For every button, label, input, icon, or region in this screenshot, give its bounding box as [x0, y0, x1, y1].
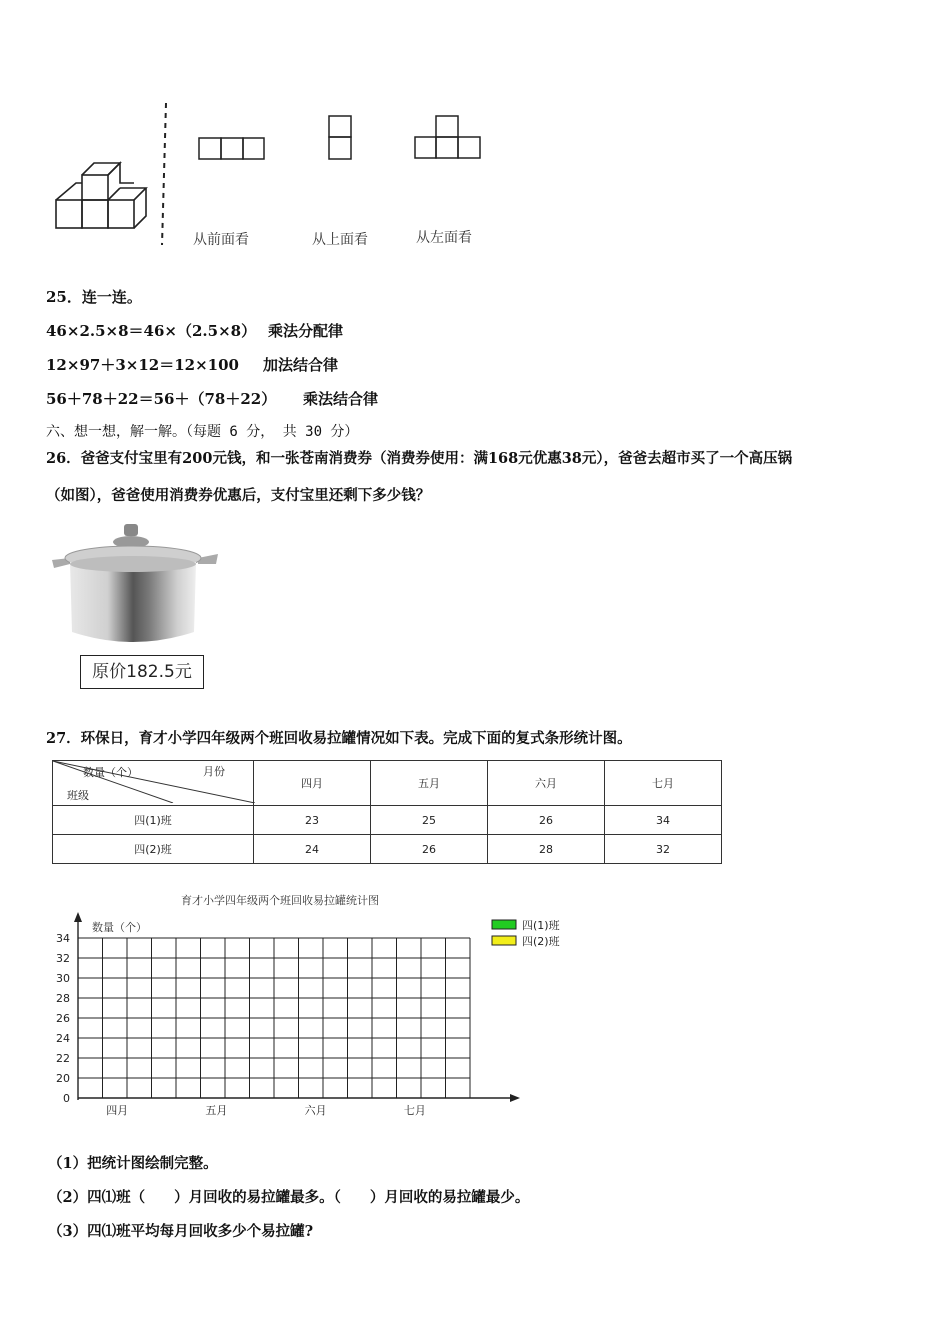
corner-quantity-label: 数量（个）: [83, 766, 138, 779]
y-tick-label: 20: [56, 1072, 70, 1085]
q25-expr-2: 12×97＋3×12＝12×100: [46, 356, 239, 374]
y-tick-label: 24: [56, 1032, 70, 1045]
y-tick-label: 26: [56, 1012, 70, 1025]
table-cell: 34: [605, 806, 722, 835]
front-view-shape: [199, 138, 264, 159]
top-view-shape: [329, 116, 351, 159]
table-header-month: 六月: [488, 761, 605, 806]
table-header-month: 七月: [605, 761, 722, 806]
legend-label: 四(2)班: [522, 935, 560, 948]
x-tick-label: 五月: [205, 1104, 228, 1117]
q25-law-2: 加法结合律: [263, 356, 339, 374]
table-cell: 32: [605, 835, 722, 864]
q25-title: 25．连一连。: [46, 288, 142, 306]
q27-title: 27．环保日，育才小学四年级两个班回收易拉罐情况如下表。完成下面的复式条形统计图。: [46, 730, 632, 747]
pressure-cooker-image: [50, 520, 220, 650]
q25-expr-1: 46×2.5×8＝46×（2.5×8）: [46, 322, 257, 340]
table-cell: 24: [254, 835, 371, 864]
table-cell: 25: [371, 806, 488, 835]
legend-label: 四(1)班: [522, 919, 560, 932]
q27-sub-1: （1）把统计图绘制完整。: [48, 1155, 218, 1172]
y-tick-label: 0: [63, 1092, 70, 1105]
y-tick-label: 30: [56, 972, 70, 985]
q25-law-1: 乘法分配律: [268, 322, 344, 340]
y-axis-arrow: [74, 912, 82, 922]
q25-law-3: 乘法结合律: [303, 390, 379, 408]
q27-sub-2: （2）四⑴班（ ）月回收的易拉罐最多。（ ）月回收的易拉罐最少。: [48, 1189, 530, 1206]
table-row-class: 四(1)班: [53, 806, 254, 835]
q26-line-2: （如图），爸爸使用消费券优惠后，支付宝里还剩下多少钱？: [46, 487, 431, 504]
table-cell: 26: [371, 835, 488, 864]
y-tick-label: 32: [56, 952, 70, 965]
recycling-data-table: [52, 760, 722, 864]
table-cell: 23: [254, 806, 371, 835]
section6-title: 六、想一想，解一解。（每题 6 分， 共 30 分）: [46, 424, 359, 440]
corner-class-label: 班级: [67, 789, 89, 802]
bar-chart: [40, 888, 600, 1123]
table-row: [53, 806, 722, 835]
q27-sub-3: （3）四⑴班平均每月回收多少个易拉罐?: [48, 1223, 314, 1240]
left-view-shape: [415, 116, 480, 158]
table-row: [53, 835, 722, 864]
y-tick-label: 22: [56, 1052, 70, 1065]
corner-month-label: 月份: [203, 765, 225, 778]
x-tick-label: 六月: [304, 1104, 327, 1117]
top-view-label: 从上面看: [312, 232, 368, 248]
legend-swatch: [492, 920, 516, 929]
price-tag: 原价182.5元: [80, 655, 204, 689]
cube-3d-figure: [56, 163, 146, 228]
divider-dashed-line: [162, 103, 166, 245]
q25-expr-3: 56＋78＋22＝56＋（78＋22）: [46, 390, 277, 408]
table-header-month: 五月: [371, 761, 488, 806]
q26-line-1: 26．爸爸支付宝里有200元钱，和一张苍南消费券（消费券使用：满168元优惠38元），爸爸去超市买了一个高压锅: [46, 450, 793, 467]
table-header-month: 四月: [254, 761, 371, 806]
table-cell: 26: [488, 806, 605, 835]
table-cell: 28: [488, 835, 605, 864]
chart-title: 育才小学四年级两个班回收易拉罐统计图: [181, 894, 379, 907]
legend-swatch: [492, 936, 516, 945]
x-tick-label: 四月: [106, 1104, 129, 1117]
table-corner-cell: [53, 761, 254, 806]
x-tick-label: 七月: [403, 1104, 426, 1117]
table-row-class: 四(2)班: [53, 835, 254, 864]
left-view-label: 从左面看: [416, 230, 472, 246]
chart-y-axis-label: 数量（个）: [92, 921, 147, 934]
y-tick-label: 28: [56, 992, 70, 1005]
x-axis-arrow: [510, 1094, 520, 1102]
y-tick-label: 34: [56, 932, 70, 945]
front-view-label: 从前面看: [193, 232, 249, 248]
